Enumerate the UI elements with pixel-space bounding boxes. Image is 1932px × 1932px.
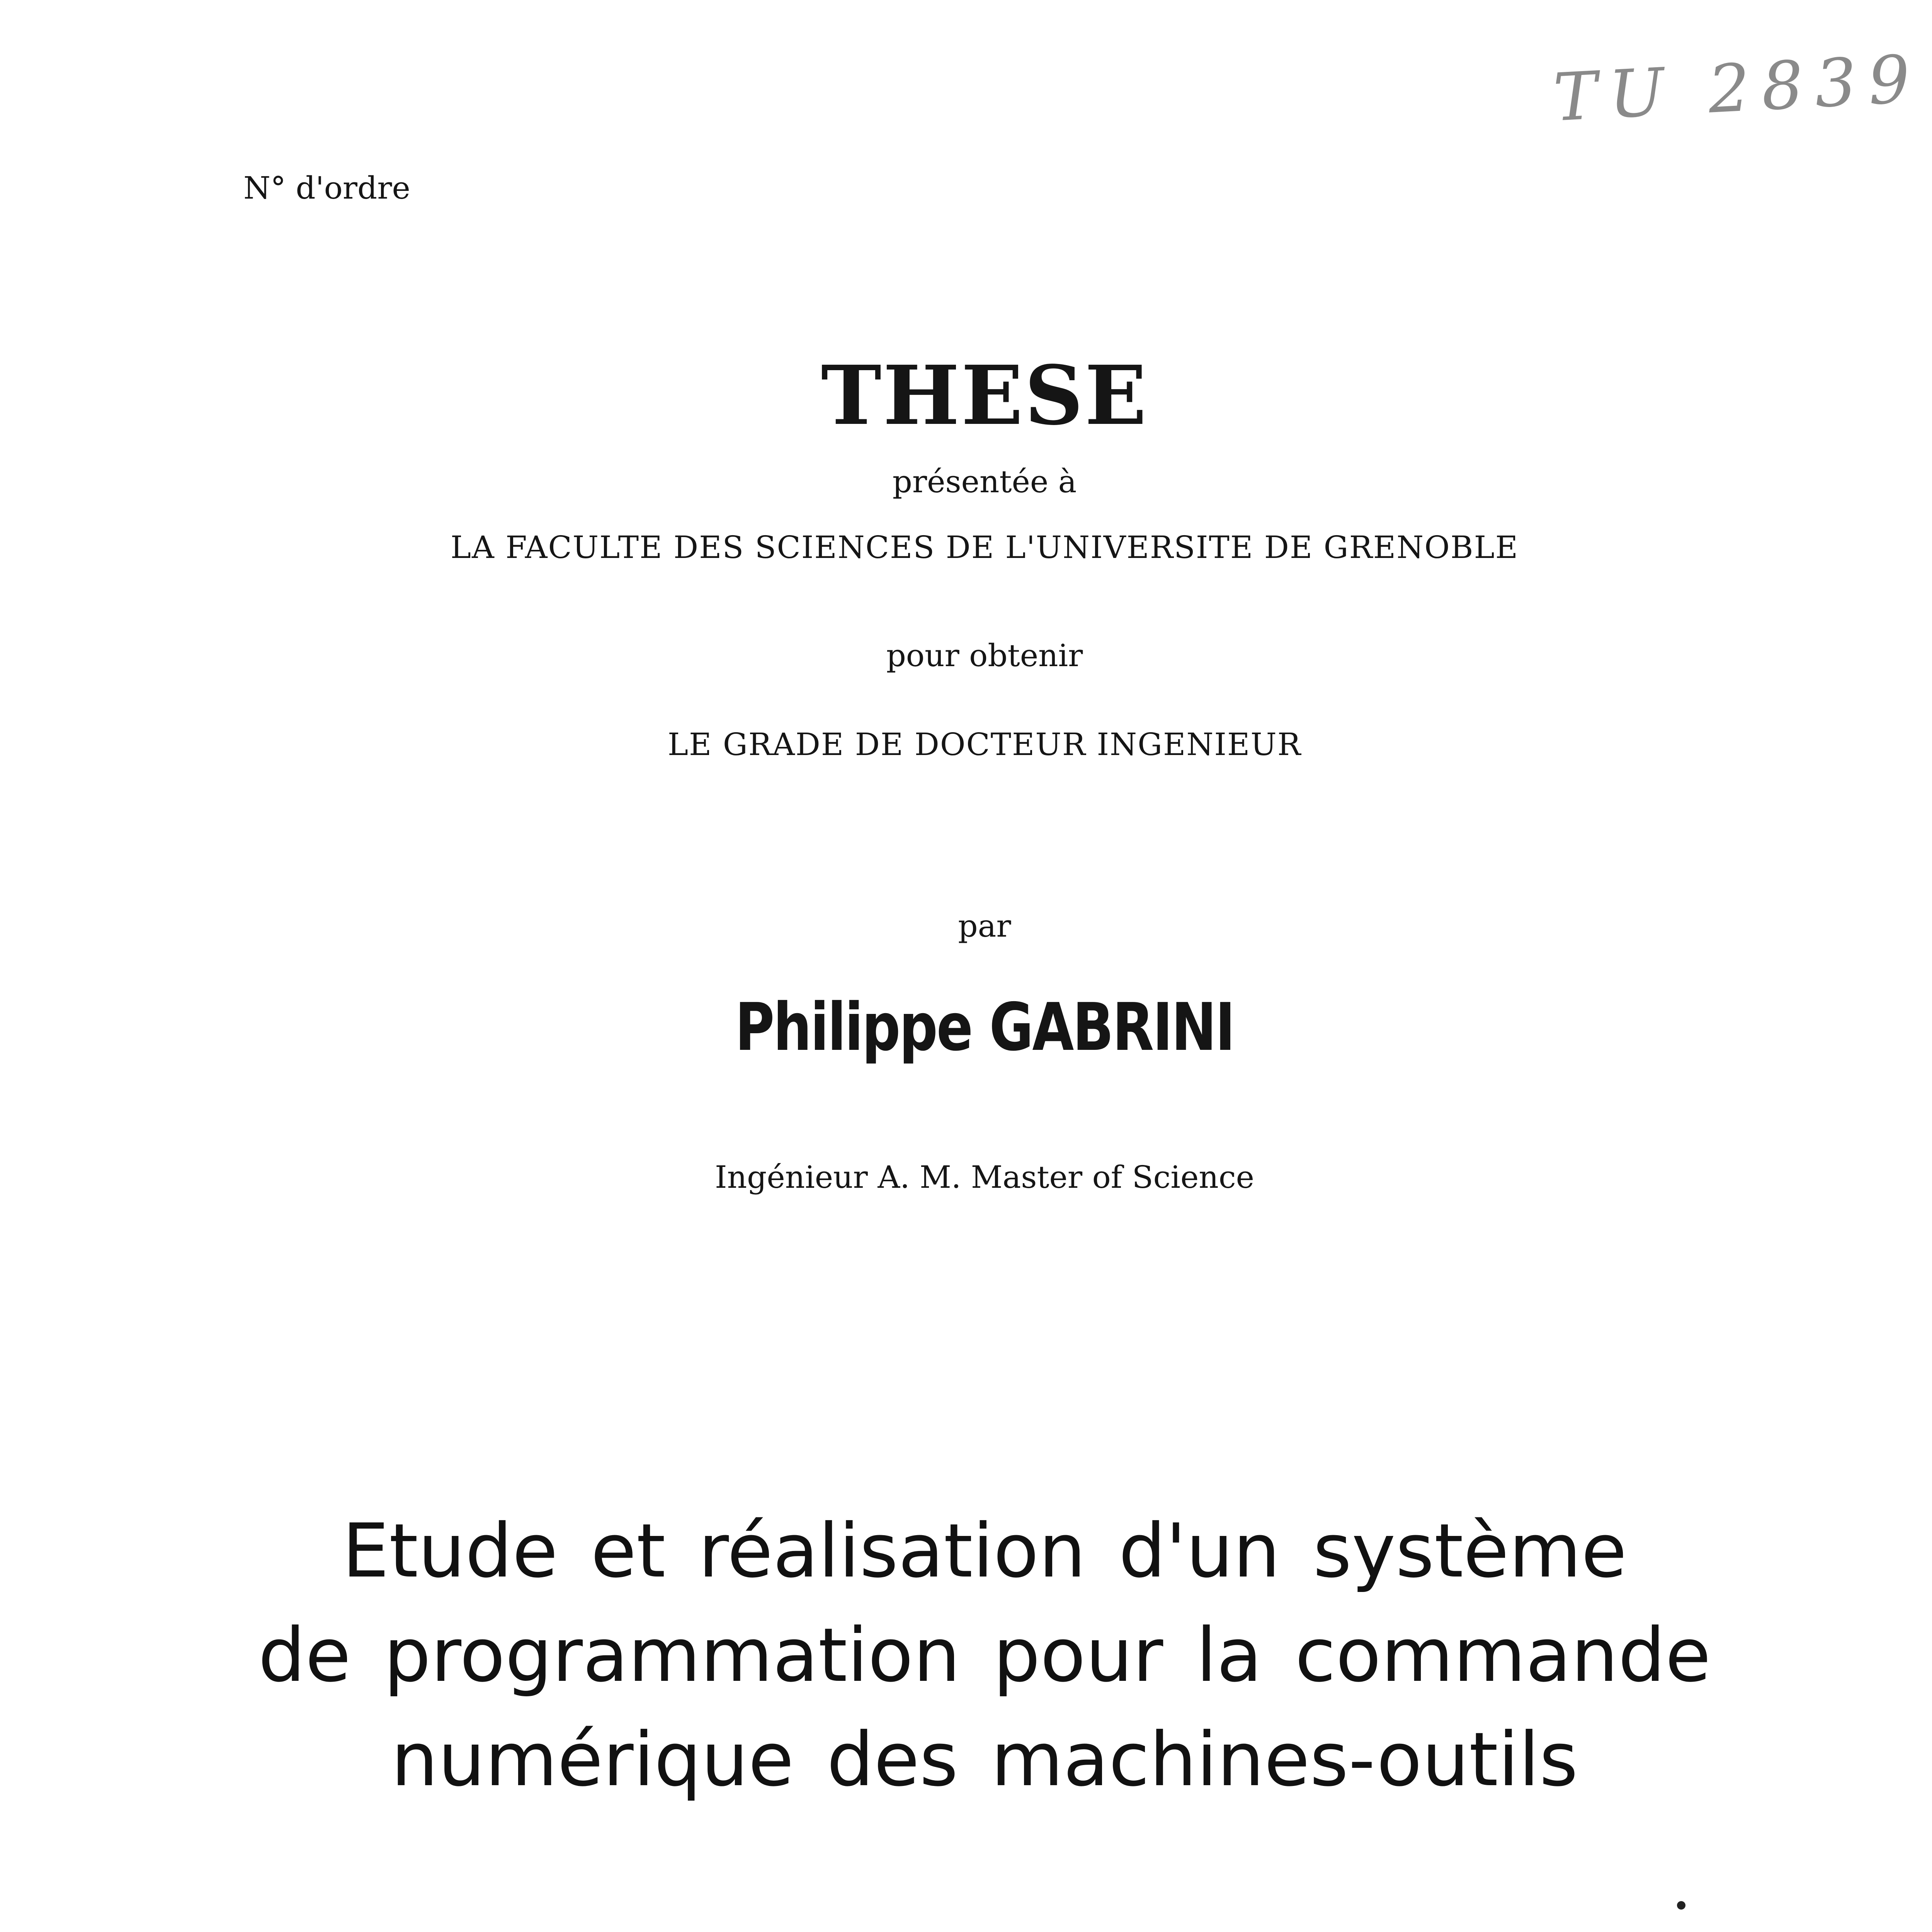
order-number-label: N° d'ordre	[243, 170, 410, 206]
document-type-heading: THESE	[821, 348, 1148, 443]
by-text: par	[958, 908, 1011, 944]
thesis-title-line: de programmation pour la commande	[258, 1612, 1711, 1699]
ink-speck	[1677, 1901, 1685, 1910]
degree-grade: LE GRADE DE DOCTEUR INGENIEUR	[667, 726, 1302, 762]
faculty-name: LA FACULTE DES SCIENCES DE L'UNIVERSITE DE GRENOBLE	[450, 529, 1519, 565]
presented-to-text: présentée à	[892, 464, 1077, 500]
author-qualifications: Ingénieur A. M. Master of Science	[715, 1159, 1254, 1195]
handwritten-annotation: TU 2839	[1551, 41, 1923, 136]
thesis-title	[0, 1499, 1932, 1812]
to-obtain-text: pour obtenir	[886, 638, 1083, 673]
thesis-title-line: Etude et réalisation d'un système	[342, 1508, 1627, 1594]
author-name: Philippe GABRINI	[735, 989, 1234, 1066]
thesis-title-line: numérique des machines-outils	[391, 1717, 1578, 1803]
